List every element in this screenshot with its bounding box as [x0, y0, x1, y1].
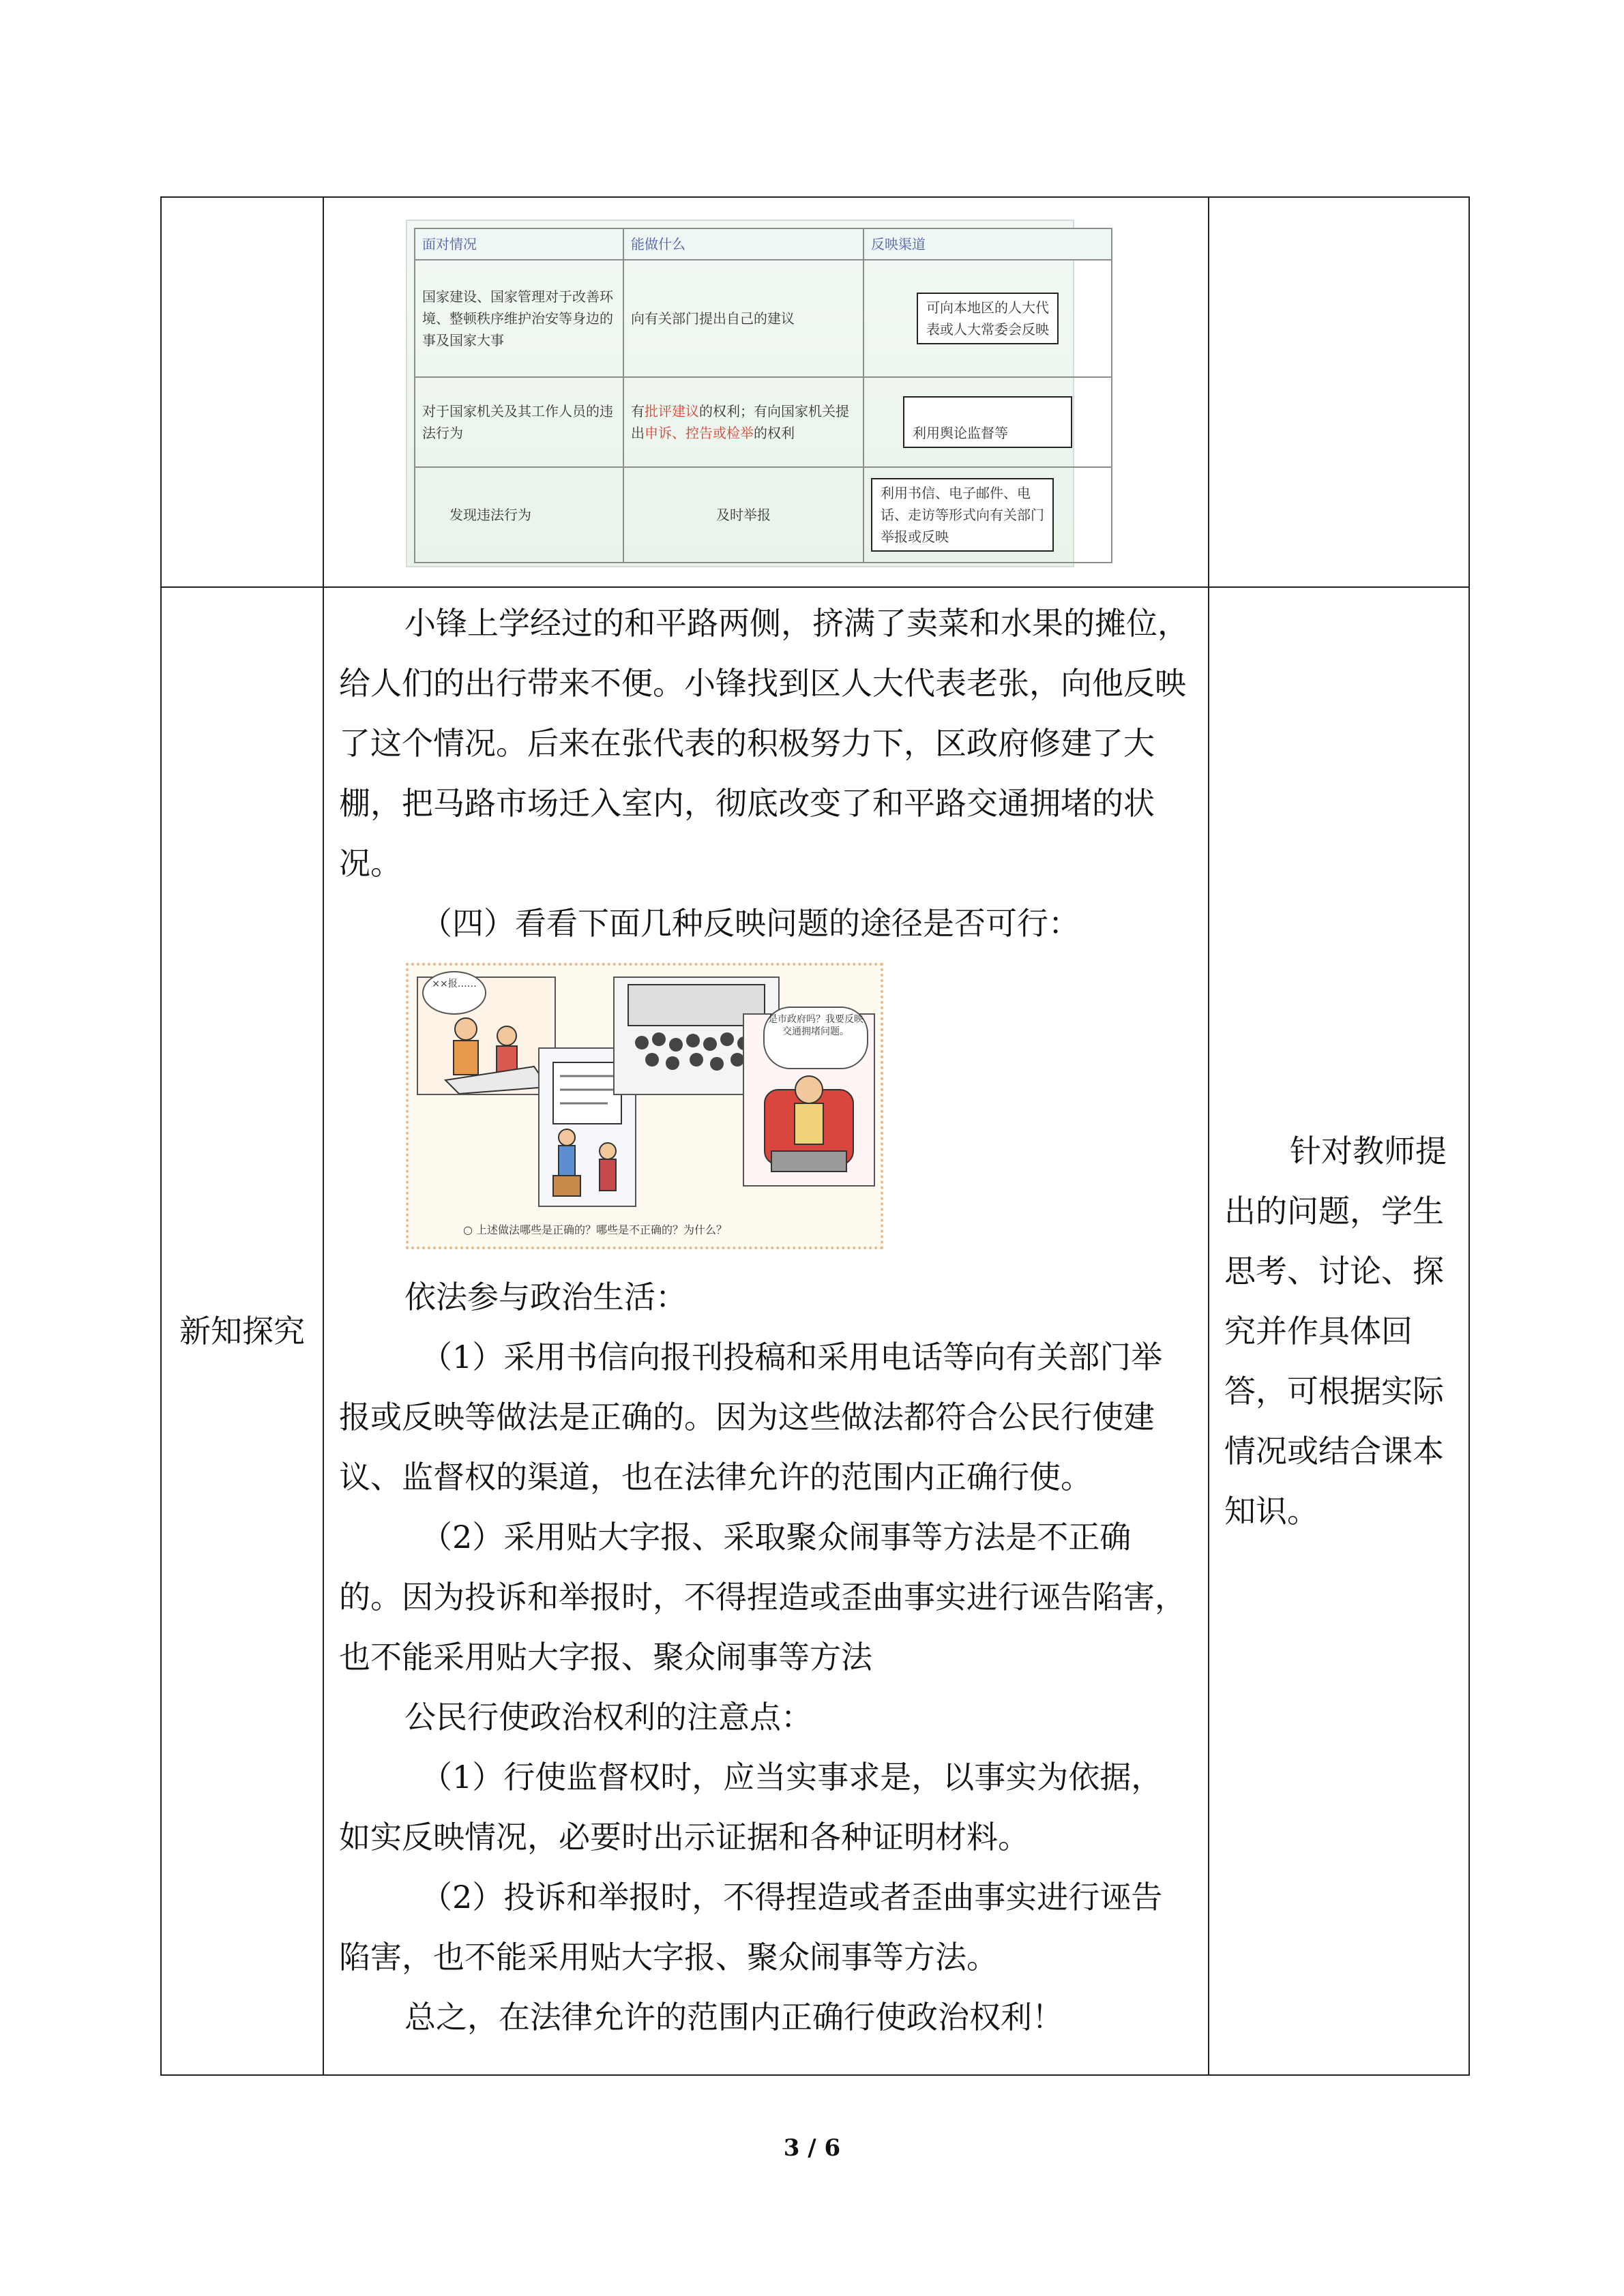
story-paragraph: 小锋上学经过的和平路两侧，挤满了卖菜和水果的摊位，给人们的出行带来不便。小锋找到区人大代表老张，向他反映了这个情况。后来在张代表的积极努力下，区政府修建了大棚，把马路市场迁入室内，彻底改变了和平路交通拥堵的状况。 [339, 605, 1189, 882]
cartoon-illustration [406, 963, 883, 1249]
header-channel: 反映渠道 [863, 228, 1112, 260]
action-cell: 有批评建议的权利；有向国家机关提出申诉、控告或检举的权利 [623, 377, 863, 467]
subheading: 依法参与政治生活： [404, 1279, 687, 1315]
channel-cell: 利用书信、电子邮件、电话、走访等形式向有关部门举报或反映 [863, 467, 1112, 563]
conclusion-paragraph: 总之，在法律允许的范围内正确行使政治权利！ [404, 1999, 1063, 2036]
action-cell: 向有关部门提出自己的建议 [623, 260, 863, 377]
channels-table [414, 228, 1112, 563]
empty-note-cell [1209, 197, 1469, 587]
header-situation: 面对情况 [415, 228, 623, 260]
header-action: 能做什么 [623, 228, 863, 260]
situation-cell: 发现违法行为 [415, 467, 623, 563]
channel-cell: 可向本地区的人大代表或人大常委会反映 [863, 260, 1112, 377]
action-cell: 及时举报 [623, 467, 863, 563]
lesson-plan-table [160, 196, 1470, 2076]
page-number: 3 / 6 [783, 2134, 841, 2162]
subheading: 公民行使政治权利的注意点： [404, 1699, 812, 1735]
channel-cell: 利用舆论监督等 [863, 377, 1112, 467]
speech-bubble: ××报…… [422, 971, 486, 1015]
table-row [161, 587, 1469, 2075]
table-row [161, 197, 1469, 587]
point-paragraph: （2）采用贴大字报、采取聚众闹事等方法是不正确的。因为投诉和举报时，不得捏造或歪曲事实进行诬告陷害，也不能采用贴大字报、聚众闹事等方法 [339, 1519, 1186, 1675]
empty-label-cell [161, 197, 323, 587]
channels-table-image [406, 220, 1074, 567]
situation-cell: 对于国家机关及其工作人员的违法行为 [415, 377, 623, 467]
content-cell [323, 587, 1209, 2075]
point-paragraph: （2）投诉和举报时，不得捏造或者歪曲事实进行诬告陷害，也不能采用贴大字报、聚众闹事等方法。 [339, 1879, 1163, 1976]
point-paragraph: （1）行使监督权时，应当实事求是，以事实为依据，如实反映情况，必要时出示证据和各种证明材料。 [339, 1759, 1163, 1855]
teaching-note: 针对教师提出的问题，学生思考、讨论、探究并作具体回答，可根据实际情况或结合课本知识。 [1224, 1133, 1447, 1530]
content-cell [323, 197, 1209, 587]
question-paragraph: （四）看看下面几种反映问题的途径是否可行： [421, 905, 1080, 942]
speech-bubble: 是市政府吗？我要反映交通拥堵问题。 [763, 1007, 868, 1069]
note-cell [1209, 587, 1469, 2075]
cartoon-caption: ○ 上述做法哪些是正确的？哪些是不正确的？为什么？ [463, 1223, 728, 1236]
section-label: 新知探究 [161, 587, 323, 2075]
point-paragraph: （1）采用书信向报刊投稿和采用电话等向有关部门举报或反映等做法是正确的。因为这些做法都符合公民行使建议、监督权的渠道，也在法律允许的范围内正确行使。 [339, 1339, 1163, 1495]
situation-cell: 国家建设、国家管理对于改善环境、整顿秩序维护治安等身边的事及国家大事 [415, 260, 623, 377]
